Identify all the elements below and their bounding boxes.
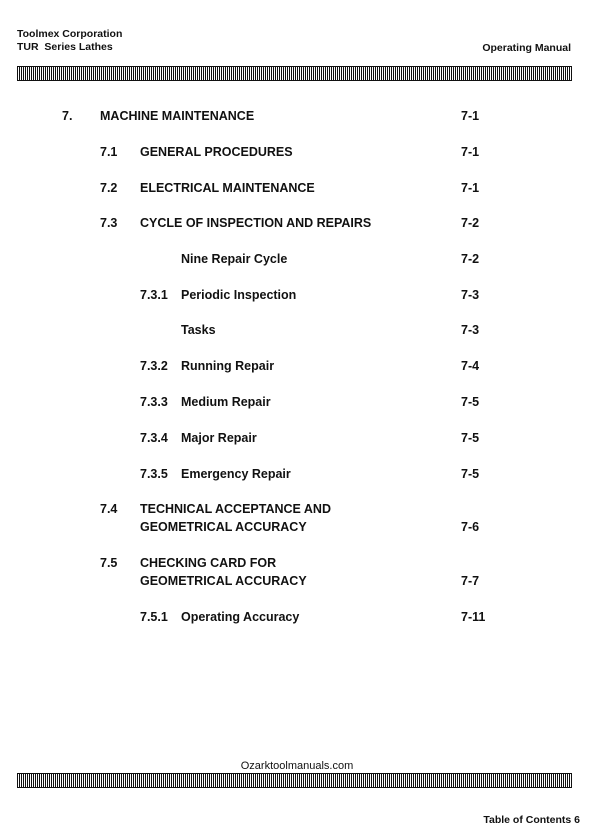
toc-entry-title: Major Repair bbox=[181, 431, 257, 445]
toc-entry bbox=[0, 357, 594, 375]
toc-entry-title: GENERAL PROCEDURES bbox=[140, 145, 293, 159]
toc-entry-page: 7-11 bbox=[461, 610, 486, 624]
toc-entry-title-line2: GEOMETRICAL ACCURACY bbox=[140, 574, 307, 588]
toc-entry-page: 7-5 bbox=[461, 431, 480, 445]
toc-entry-title: Operating Accuracy bbox=[181, 610, 300, 624]
toc-entry-page: 7-1 bbox=[461, 181, 480, 195]
toc-entry-page: 7-4 bbox=[461, 359, 480, 373]
toc-entry-title: ELECTRICAL MAINTENANCE bbox=[140, 181, 315, 195]
series-name: TUR Series Lathes bbox=[17, 41, 113, 53]
toc-entry bbox=[0, 286, 594, 304]
toc-entry-title: Running Repair bbox=[181, 359, 275, 373]
toc-entry bbox=[0, 608, 594, 626]
toc-entry-title: CYCLE OF INSPECTION AND REPAIRS bbox=[140, 216, 372, 230]
toc-entry-page: 7-5 bbox=[461, 467, 480, 481]
toc-entry-title: MACHINE MAINTENANCE bbox=[100, 109, 255, 123]
toc-entry-number: 7.3.2 bbox=[140, 359, 168, 373]
toc-entry-page: 7-2 bbox=[461, 216, 480, 230]
toc-entry-page: 7-1 bbox=[461, 145, 480, 159]
toc-entry-title: CHECKING CARD FOR bbox=[140, 556, 277, 570]
toc-entry bbox=[0, 393, 594, 411]
toc-entry-page: 7-1 bbox=[461, 109, 480, 123]
toc-entry bbox=[0, 250, 594, 268]
toc-entry-number: 7. bbox=[62, 109, 73, 123]
toc-entry-number: 7.3.3 bbox=[140, 395, 168, 409]
toc-entry bbox=[0, 500, 594, 536]
toc-entry-title: Tasks bbox=[181, 323, 216, 337]
toc-entry bbox=[0, 465, 594, 483]
toc-entry-title: Nine Repair Cycle bbox=[181, 252, 288, 266]
toc-entry-page: 7-7 bbox=[461, 574, 480, 588]
toc-entry bbox=[0, 143, 594, 161]
toc-entry bbox=[0, 179, 594, 197]
toc-entry-title: TECHNICAL ACCEPTANCE AND bbox=[140, 502, 331, 516]
toc-entry-number: 7.3 bbox=[100, 216, 118, 230]
toc-entry bbox=[0, 321, 594, 339]
toc-entry-title: Periodic Inspection bbox=[181, 288, 297, 302]
toc-entry-number: 7.5 bbox=[100, 556, 118, 570]
toc-entry-page: 7-6 bbox=[461, 520, 480, 534]
toc-entry bbox=[0, 554, 594, 590]
toc-entry-number: 7.1 bbox=[100, 145, 118, 159]
footer-website: Ozarktoolmanuals.com bbox=[240, 760, 354, 772]
toc-entry-number: 7.5.1 bbox=[140, 610, 168, 624]
toc-entry bbox=[0, 429, 594, 447]
toc-entry-number: 7.4 bbox=[100, 502, 118, 516]
footer-rule bbox=[17, 773, 572, 788]
manual-title: Operating Manual bbox=[482, 42, 571, 54]
toc-entry-page: 7-2 bbox=[461, 252, 480, 266]
toc-entry-number: 7.3.1 bbox=[140, 288, 168, 302]
footer-page-label: Table of Contents 6 bbox=[483, 814, 580, 826]
toc-entry-title: Medium Repair bbox=[181, 395, 271, 409]
toc-entry bbox=[0, 107, 594, 125]
toc-entry-page: 7-5 bbox=[461, 395, 480, 409]
toc-entry-number: 7.2 bbox=[100, 181, 118, 195]
toc-entry-title-line2: GEOMETRICAL ACCURACY bbox=[140, 520, 307, 534]
toc-entry-page: 7-3 bbox=[461, 323, 480, 337]
company-name: Toolmex Corporation bbox=[17, 28, 123, 40]
toc-entry bbox=[0, 214, 594, 232]
toc-entry-page: 7-3 bbox=[461, 288, 480, 302]
toc-entry-number: 7.3.5 bbox=[140, 467, 168, 481]
toc-entry-number: 7.3.4 bbox=[140, 431, 168, 445]
toc-entry-title: Emergency Repair bbox=[181, 467, 291, 481]
